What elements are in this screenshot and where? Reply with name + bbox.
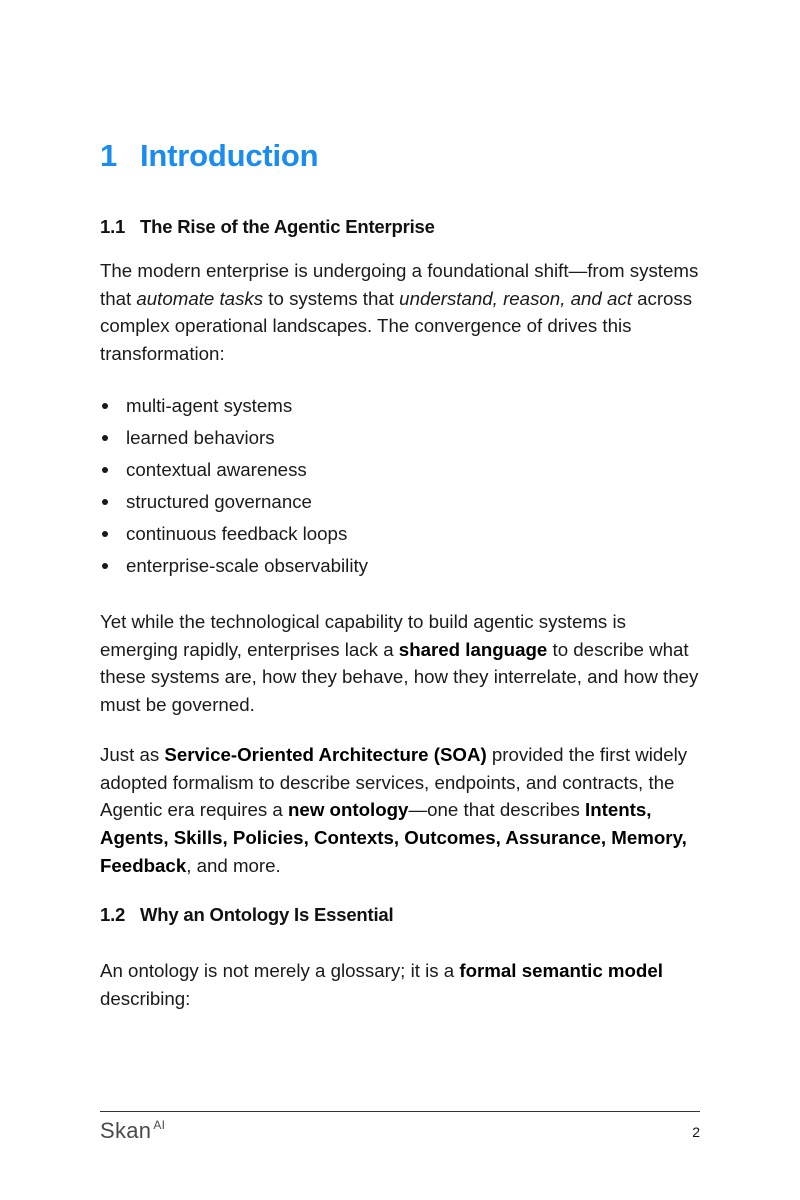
list-item: enterprise-scale observability	[100, 550, 700, 582]
skan-ai-logo: Skan $^{AI}$	[100, 1118, 166, 1143]
bullet-icon	[102, 563, 108, 569]
list-item: structured governance	[100, 486, 700, 518]
intro-paragraph: The modern enterprise is undergoing a foundational shift—from systems that automate tasks to systems that understand, reason, and act across complex operational landscapes. The convergence of drives this transformation:	[100, 260, 699, 365]
section-title: The Rise of the Agentic Enterprise	[140, 216, 435, 237]
section-title: Why an Ontology Is Essential	[140, 904, 394, 925]
list-item: multi-agent systems	[100, 390, 700, 422]
bullet-icon	[102, 499, 108, 505]
bullet-icon	[102, 531, 108, 537]
section-number: 1.2	[100, 904, 126, 925]
drivers-list	[100, 390, 700, 582]
chapter-title: Introduction	[140, 138, 319, 173]
list-item: learned behaviors	[100, 422, 700, 454]
bullet-icon	[102, 403, 108, 409]
list-item: contextual awareness	[100, 454, 700, 486]
section-heading-1-1	[100, 216, 435, 238]
bullet-icon	[102, 467, 108, 473]
chapter-number: 1	[100, 138, 118, 173]
list-item: continuous feedback loops	[100, 518, 700, 550]
chapter-heading	[100, 138, 318, 174]
footer-divider	[100, 1111, 700, 1112]
section-number: 1.1	[100, 216, 126, 237]
ontology-paragraph: An ontology is not merely a glossary; it is a formal semantic model describing:	[100, 960, 663, 1009]
page-number: 2	[692, 1124, 700, 1140]
soa-paragraph: Just as Service-Oriented Architecture (SOA) provided the first widely adopted formalism to describe services, endpoints, and contracts, the Agentic era requires a new ontology—one that describes Intents, Agents, Skills, Policies, Contexts, Outcomes, Assurance, Memory, Feedback, and more.	[100, 744, 688, 876]
shared-language-paragraph: Yet while the technological capability to build agentic systems is emerging rapidly, enterprises lack a shared language to describe what these systems are, how they behave, how they interrelate, and how they must be governed.	[100, 611, 699, 716]
bullet-icon	[102, 435, 108, 441]
section-heading-1-2	[100, 904, 393, 926]
